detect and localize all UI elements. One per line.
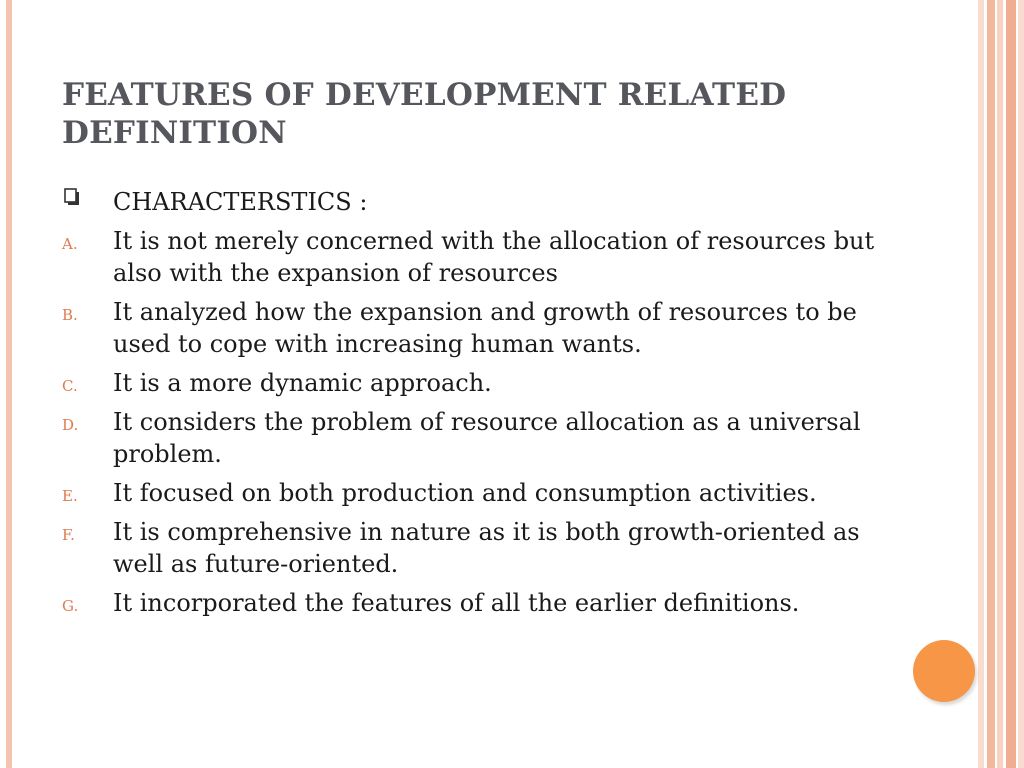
- list-item-marker: G.: [62, 597, 79, 615]
- list-item: [62, 406, 882, 470]
- slide-title: FEATURES OF DEVELOPMENT RELATED DEFINITION: [62, 77, 787, 151]
- list-item-marker: D.: [62, 416, 79, 434]
- right-decorative-stripe: [987, 0, 995, 768]
- list-item-marker: A.: [62, 235, 78, 253]
- heading-bullet-text: CHARACTERSTICS :: [113, 188, 368, 216]
- list-item: [62, 225, 882, 289]
- list-item-marker: F.: [62, 526, 75, 544]
- list-item: [62, 587, 882, 619]
- checkbox-bullet-icon: [62, 188, 82, 210]
- orange-circle-decoration: [913, 640, 975, 702]
- list-item-marker: E.: [62, 487, 78, 505]
- list-item-marker: B.: [62, 306, 78, 324]
- right-decorative-stripe: [1018, 0, 1024, 768]
- list-item: [62, 296, 882, 360]
- left-decorative-stripe: [6, 0, 12, 768]
- heading-bullet-item: [62, 186, 882, 218]
- item-list: [62, 225, 882, 619]
- list-item-text: It is a more dynamic approach.: [113, 369, 492, 397]
- list-item-text: It is comprehensive in nature as it is both growth-oriented as well as future-oriented.: [113, 518, 860, 578]
- right-decorative-stripe: [978, 0, 984, 768]
- list-item-marker: C.: [62, 377, 78, 395]
- list-item: [62, 516, 882, 580]
- list-item: [62, 367, 882, 399]
- list-item: [62, 477, 882, 509]
- list-item-text: It incorporated the features of all the earlier definitions.: [113, 589, 800, 617]
- list-item-text: It focused on both production and consumption activities.: [113, 479, 817, 507]
- right-decorative-stripe: [1006, 0, 1016, 768]
- list-item-text: It considers the problem of resource allocation as a universal problem.: [113, 408, 861, 468]
- list-item-text: It analyzed how the expansion and growth of resources to be used to cope with increasing human wants.: [113, 298, 857, 358]
- list-item-text: It is not merely concerned with the allocation of resources but also with the expansion of resources: [113, 227, 875, 287]
- slide-content: [62, 186, 882, 626]
- right-decorative-stripe: [997, 0, 1003, 768]
